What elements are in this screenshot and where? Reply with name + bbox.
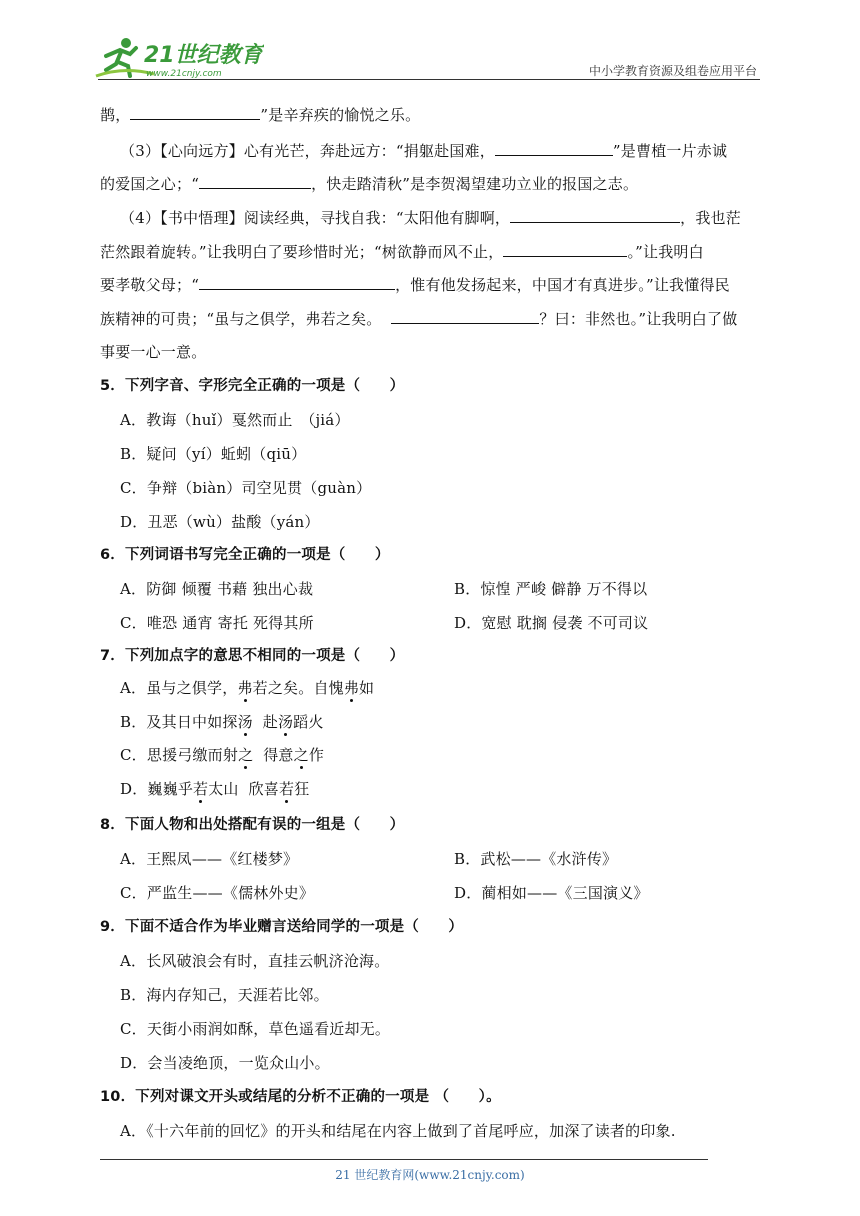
dotted-char: 若 (193, 780, 209, 798)
q8-option-c[interactable]: C．严监生——《儒林外史》 (120, 884, 315, 902)
logo-url: www.21cnjy.com (146, 69, 222, 79)
footer-divider (100, 1159, 708, 1160)
dotted-char: 汤 (237, 713, 253, 731)
q5-option-c[interactable]: C．争辩（biàn）司空见贯（guàn） (120, 479, 372, 497)
dotted-char: 汤 (277, 713, 294, 731)
q7-option-c[interactable]: C．思援弓缴而射之 得意之作 (120, 746, 325, 764)
q6-option-c[interactable]: C．唯恐 通宵 寄托 死得其所 (120, 614, 314, 632)
q6-option-d[interactable]: D．宽慰 耽搁 侵袭 不可司议 (454, 614, 649, 632)
q9-option-a[interactable]: A．长风破浪会有时，直挂云帆济沧海。 (120, 952, 390, 970)
q8-option-d[interactable]: D．蔺相如——《三国演义》 (454, 884, 649, 902)
q5-stem: 5．下列字音、字形完全正确的一项是（ ） (100, 378, 405, 394)
q4-part3-line-2: 的爱国之心；“ ，快走踏清秋”是李贺渴望建功立业的报国之志。 (100, 175, 639, 193)
q9-stem: 9．下面不适合作为毕业赠言送给同学的一项是（ ） (100, 919, 464, 935)
dotted-char: 弗 (237, 679, 253, 697)
dotted-char: 若 (278, 780, 295, 798)
answer-blank[interactable] (391, 309, 539, 324)
q10-option-a[interactable]: A．《十六年前的回忆》的开头和结尾在内容上做到了首尾呼应，加深了读者的印象. (120, 1122, 676, 1140)
q5-option-d[interactable]: D．丑恶（wù）盐酸（yán） (120, 513, 320, 531)
q5-option-a[interactable]: A．教诲（huǐ）戛然而止 （jiá） (120, 411, 350, 429)
runner-logo-icon (94, 36, 264, 80)
q4-part4-line-3: 要孝敬父母；“ ，惟有他发扬起来，中国才有真进步。”让我懂得民 (100, 276, 730, 294)
q6-option-b[interactable]: B．惊惶 严峻 僻静 万不得以 (454, 580, 648, 598)
q9-option-b[interactable]: B．海内存知己，天涯若比邻。 (120, 986, 329, 1004)
answer-blank[interactable] (495, 141, 613, 156)
q4-line-1: 鹊， ”是辛弃疾的愉悦之乐。 (100, 106, 421, 124)
answer-blank[interactable] (510, 208, 680, 223)
q6-stem: 6．下列词语书写完全正确的一项是（ ） (100, 547, 390, 563)
q4-part4-line-2: 茫然跟着旋转。”让我明白了要珍惜时光；“树欲静而风不止， 。”让我明白 (100, 243, 704, 261)
q7-stem: 7．下列加点字的意思不相同的一项是（ ） (100, 648, 405, 664)
q8-stem: 8．下面人物和出处搭配有误的一组是（ ） (100, 817, 405, 833)
q7-option-b[interactable]: B．及其日中如探汤 赴汤蹈火 (120, 713, 324, 731)
header-slogan: 中小学教育资源及组卷应用平台 (588, 64, 757, 78)
logo-text: 21世纪教育 (144, 43, 263, 68)
site-logo[interactable] (94, 36, 264, 80)
answer-blank[interactable] (503, 242, 627, 257)
dotted-char: 之 (238, 746, 254, 764)
footer-link[interactable]: 21 世纪教育网(www.21cnjy.com) (335, 1168, 525, 1182)
answer-blank[interactable] (130, 105, 260, 120)
q6-option-a[interactable]: A．防御 倾覆 书藉 独出心裁 (120, 580, 314, 598)
q4-part4-line-5: 事要一心一意。 (100, 343, 207, 361)
q7-option-d[interactable]: D．巍巍乎若太山 欣喜若狂 (120, 780, 310, 798)
dotted-char: 之 (293, 746, 309, 764)
q4-part4-line-1: （4）【书中悟理】阅读经典，寻找自我：“太阳他有脚啊， ，我也茫 (120, 209, 741, 227)
q9-option-d[interactable]: D．会当凌绝顶，一览众山小。 (120, 1054, 330, 1072)
q8-option-a[interactable]: A．王熙凤——《红楼梦》 (120, 850, 299, 868)
q8-option-b[interactable]: B．武松——《水浒传》 (454, 850, 618, 868)
q5-option-b[interactable]: B．疑问（yí）蚯蚓（qiū） (120, 445, 307, 463)
q4-part3-line-1: （3）【心向远方】心有光芒，奔赴远方：“捐躯赴国难， ”是曹植一片赤诚 (120, 142, 728, 160)
header-divider (98, 79, 760, 80)
q9-option-c[interactable]: C．天街小雨润如酥，草色遥看近却无。 (120, 1020, 391, 1038)
answer-blank[interactable] (199, 275, 395, 290)
q7-option-a[interactable]: A．虽与之俱学，弗若之矣。自愧弗如 (120, 679, 375, 697)
answer-blank[interactable] (199, 174, 311, 189)
q10-stem: 10．下列对课文开头或结尾的分析不正确的一项是 （ ）。 (100, 1089, 501, 1105)
dotted-char: 弗 (343, 679, 360, 697)
q4-part4-line-4: 族精神的可贵；“虽与之俱学，弗若之矣。 ？曰：非然也。”让我明白了做 (100, 310, 738, 328)
